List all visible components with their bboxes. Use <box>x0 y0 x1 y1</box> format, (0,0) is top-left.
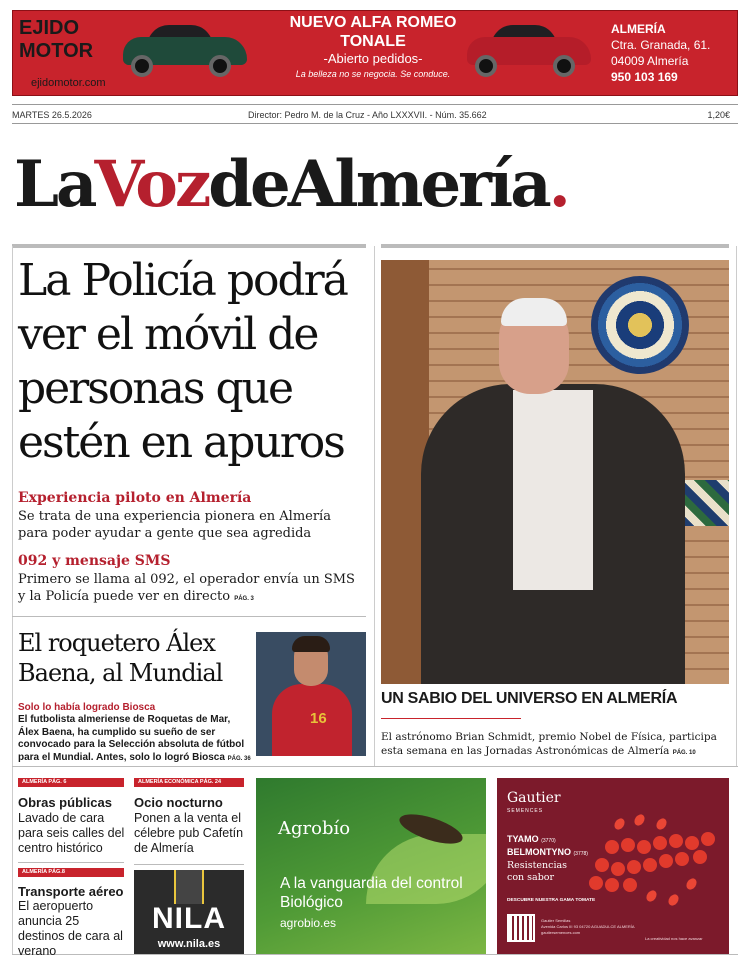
brief-divider <box>18 862 124 863</box>
nila-url: www.nila.es <box>157 938 221 950</box>
dealer-city: ALMERÍA <box>611 22 666 36</box>
brief-section-bar: ALMERÍA PÁG. 6 <box>18 778 124 787</box>
gautier-logo: Gautier <box>507 790 561 806</box>
gautier-claim <box>507 860 567 884</box>
alex-baena-photo[interactable] <box>256 632 366 756</box>
masthead-part-voz: Voz <box>94 147 209 222</box>
agrobio-logo: Agrobío <box>278 818 351 839</box>
second-text-block <box>18 714 252 765</box>
green-car-image <box>121 23 249 79</box>
brief-headline[interactable]: Ocio nocturno <box>134 795 223 810</box>
agrobio-url: agrobio.es <box>280 916 337 930</box>
lead-sub2-block <box>18 571 358 608</box>
dealer-web: ejidomotor.com <box>31 77 106 89</box>
gautier-contact-web: gautiersemences.com <box>541 930 581 935</box>
column-divider <box>374 246 375 766</box>
second-text: El futbolista almeriense de Roquetas de Mar, Álex Baena, ha cumplido su sueño de ser convocado para la Selección absoluta de fútbol para el Mundial. Antes, solo lo logró Biosca <box>18 714 245 763</box>
red-car-image <box>465 23 593 79</box>
photo-top-rule <box>381 244 729 248</box>
gautier-varieties <box>507 834 588 860</box>
masthead-logo[interactable] <box>14 140 736 230</box>
variety-belmontyno: BELMONTYNO <box>507 847 571 857</box>
lead-sub2-text: Primero se llama al 092, el operador envía un SMS y la Policía puede ver en directo <box>18 572 355 604</box>
lead-sub2-kicker: 092 y mensaje SMS <box>18 553 171 569</box>
brian-schmidt-photo[interactable] <box>381 260 729 684</box>
ceramic-plate-image <box>591 276 689 374</box>
right-frame-rule <box>736 246 737 766</box>
masthead-part-almeria: deAlmería <box>208 147 549 222</box>
variety-tyamo-code: (3770) <box>541 838 556 844</box>
lead-sub1-kicker: Experiencia piloto en Almería <box>18 490 252 506</box>
brief-headline[interactable]: Transporte aéreo <box>18 884 124 899</box>
brief-text: El aeropuerto anuncia 25 destinos de cara al verano <box>18 899 123 958</box>
photo-story-text: El astrónomo Brian Schmidt, premio Nobel de Física, participa esta semana en las Jornadas Astronómicas de Almería <box>381 731 717 757</box>
brief-text: Ponen a la venta el célebre pub Cafetín de Almería <box>134 811 244 855</box>
photo-story-text-block <box>381 730 733 760</box>
left-frame-rule <box>12 246 13 954</box>
second-headline[interactable]: El roquetero Álex Baena, al Mundial <box>18 629 223 687</box>
nila-logo: NILA <box>152 902 226 935</box>
gautier-slogan: La creatividad nos hace avanzar <box>645 936 703 941</box>
lead-top-rule <box>12 244 366 248</box>
lead-sub1-text: Se trata de una experiencia pionera en Almería para poder ayudar a gente que sea agredida <box>18 509 331 541</box>
dealer-street: Ctra. Granada, 61. <box>611 38 711 52</box>
lead-headline[interactable]: La Policía podrá ver el móvil de personas que estén en apuros <box>18 255 347 468</box>
agrobio-tagline: A la vanguardia del control Biológico <box>280 875 463 911</box>
photo-story-page-ref: PÁG. 10 <box>672 750 696 756</box>
ad-offer: -Abierto pedidos- <box>323 51 423 66</box>
photo-caption-rule <box>381 718 521 719</box>
gautier-sub: SEMENCES <box>507 808 544 814</box>
brief-text: Lavado de cara para seis calles del centro histórico <box>18 811 125 855</box>
ad-headline: NUEVO ALFA ROMEO <box>289 14 457 31</box>
masthead-part-la: La <box>14 147 95 222</box>
lead-page-ref: PÁG. 3 <box>234 596 254 602</box>
dealer-address <box>611 21 735 85</box>
ad-tagline: La belleza no se negocia. Se conduce. <box>295 69 451 79</box>
dateline <box>12 104 738 124</box>
ad-model: TONALE <box>340 33 406 50</box>
editorial-info: Director: Pedro M. de la Cruz - Año LXXXVII. - Núm. 35.662 <box>248 110 487 120</box>
brief-section-bar: ALMERÍA PÁG.8 <box>18 868 124 877</box>
road-icon <box>174 870 204 904</box>
brief-headline[interactable]: Obras públicas <box>18 795 112 810</box>
gautier-advertisement[interactable] <box>497 778 729 954</box>
main-bottom-rule <box>12 766 738 767</box>
dealer-phone: 950 103 169 <box>611 70 678 84</box>
dealer-name: EJIDO MOTOR <box>19 17 94 62</box>
nila-advertisement[interactable] <box>134 870 244 954</box>
issue-date: MARTES 26.5.2026 <box>12 110 92 120</box>
gautier-contact-addr: Avenida Carlos III 93 04720 AGUADULCE ALMERÍA <box>541 924 635 929</box>
brief-section-bar: ALMERÍA ECONÓMICA PÁG. 24 <box>134 778 244 787</box>
brief-divider <box>134 864 244 865</box>
gautier-cta: DESCUBRE NUESTRA GAMA TOMATE <box>507 898 596 903</box>
top-advertisement[interactable] <box>12 10 738 96</box>
agrobio-advertisement[interactable] <box>256 778 486 954</box>
variety-belmontyno-code: (3778) <box>573 851 588 857</box>
second-page-ref: PÁG. 36 <box>227 755 251 762</box>
variety-tyamo: TYAMO <box>507 834 539 844</box>
jersey-number: 16 <box>310 710 327 727</box>
gautier-contact-name: Gautier Semillas <box>541 918 571 923</box>
ad-center-text <box>248 13 498 79</box>
masthead-dot: . <box>548 147 568 222</box>
second-kicker: Solo lo había logrado Biosca <box>18 702 156 713</box>
gautier-contact <box>541 918 635 936</box>
dealer-postcode: 04009 Almería <box>611 54 689 68</box>
gautier-claim-line2: con sabor <box>507 872 555 883</box>
issue-price: 1,20€ <box>707 110 730 120</box>
lead-bottom-rule <box>12 616 366 617</box>
gautier-claim-line1: Resistencias <box>507 860 568 871</box>
qr-code-icon[interactable] <box>507 914 535 942</box>
photo-story-headline[interactable]: UN SABIO DEL UNIVERSO EN ALMERÍA <box>381 690 678 707</box>
